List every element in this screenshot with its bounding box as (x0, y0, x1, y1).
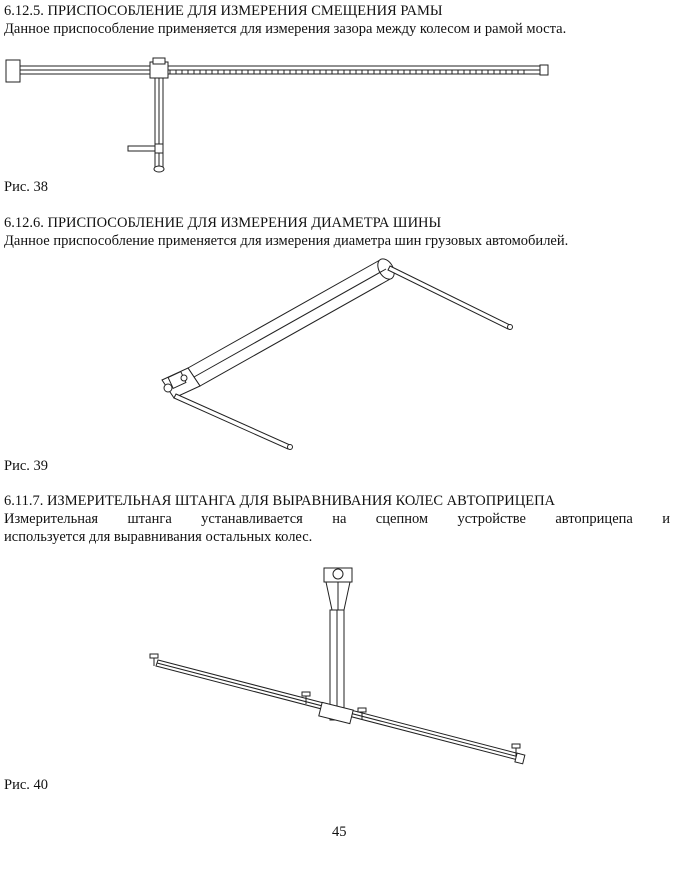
section-heading-6-11-7: 6.11.7. ИЗМЕРИТЕЛЬНАЯ ШТАНГА ДЛЯ ВЫРАВНИВАНИЯ КОЛЕС АВТОПРИЦЕПА (4, 493, 556, 509)
section-heading-6-12-6: 6.12.6. ПРИСПОСОБЛЕНИЕ ДЛЯ ИЗМЕРЕНИЯ ДИАМЕТРА ШИНЫ (4, 215, 442, 231)
figure-caption-39: Рис. 39 (4, 458, 49, 474)
page-number: 45 (332, 824, 347, 840)
section-text-6-12-5: Данное приспособление применяется для измерения зазора между колесом и рамой моста. (4, 21, 567, 37)
section-text-6-11-7-line1: Измерительная штанга устанавливается на сцепном устройстве автоприцепа и (4, 511, 670, 527)
section-heading-6-12-5: 6.12.5. ПРИСПОСОБЛЕНИЕ ДЛЯ ИЗМЕРЕНИЯ СМЕЩЕНИЯ РАМЫ (4, 3, 443, 19)
section-text-6-11-7-line2: используется для выравнивания остальных колес. (4, 529, 313, 545)
figure-caption-40: Рис. 40 (4, 777, 49, 793)
figure-caption-38: Рис. 38 (4, 179, 49, 195)
trailer-alignment-bar-illustration (140, 560, 560, 790)
tire-diameter-tool-illustration (140, 250, 660, 460)
frame-offset-tool-illustration (0, 48, 560, 188)
section-text-6-12-6: Данное приспособление применяется для измерения диаметра шин грузовых автомобилей. (4, 233, 569, 249)
